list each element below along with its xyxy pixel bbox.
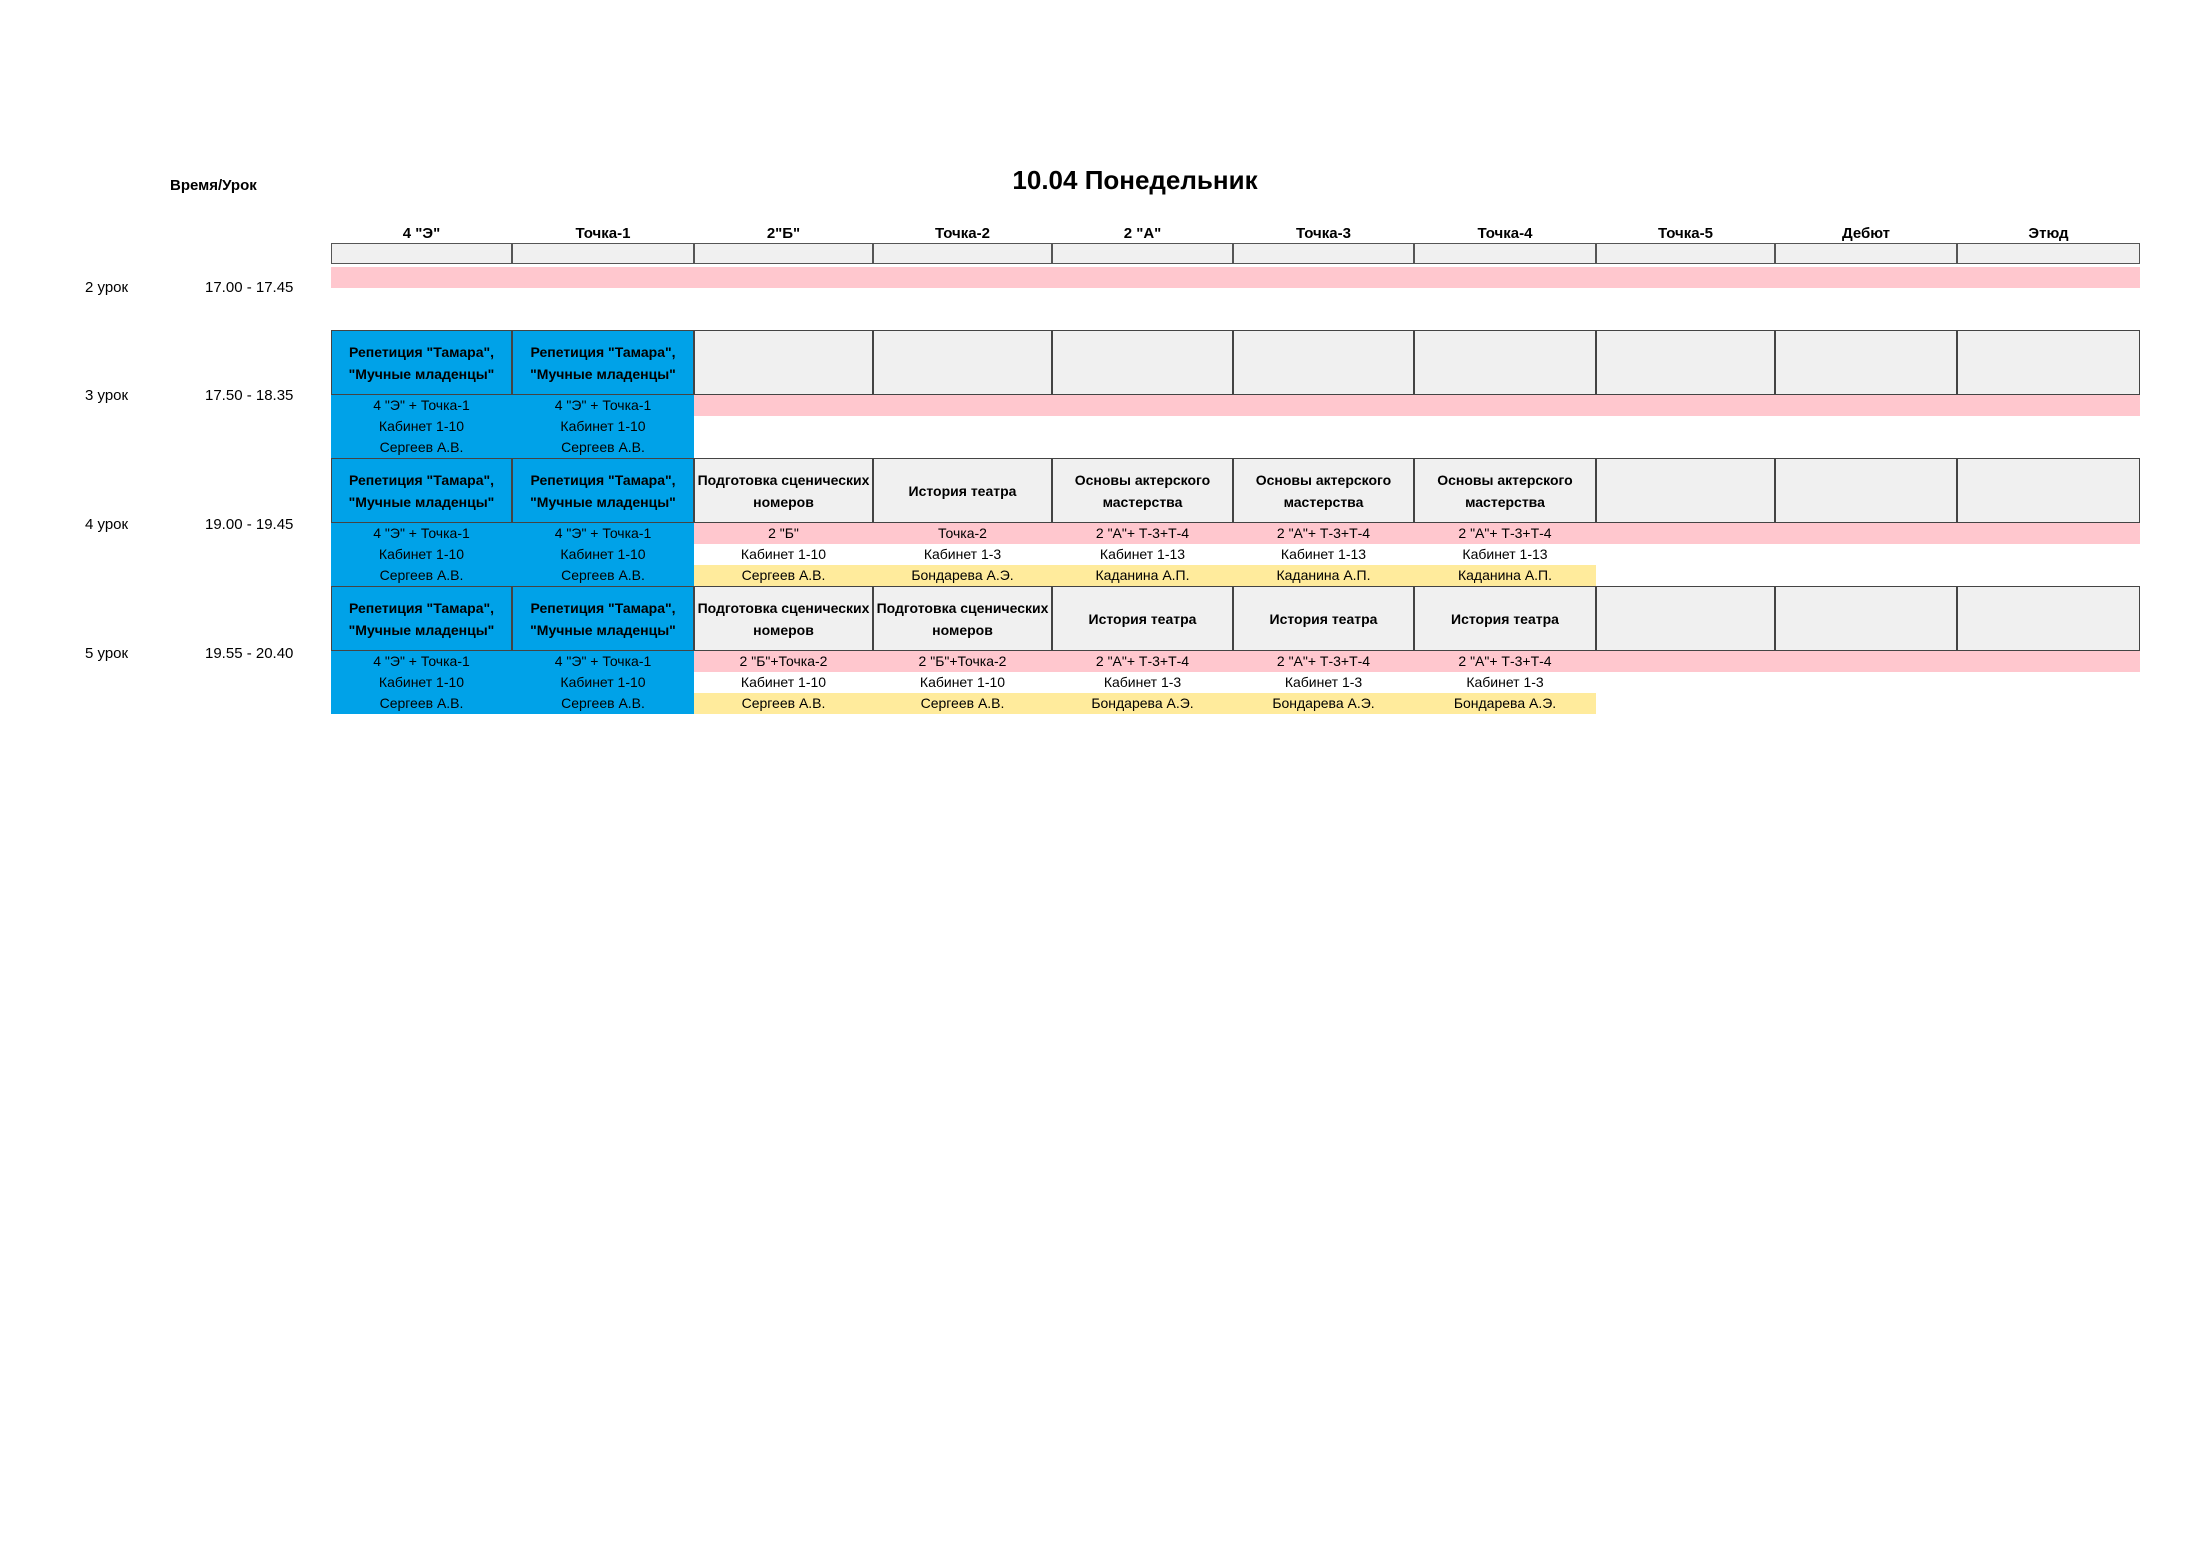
- class-info: [694, 523, 873, 586]
- lesson2-group-bar: [331, 267, 2140, 288]
- page-title: 10.04 Понедельник: [1012, 165, 1258, 195]
- subject-cell: Репетиция "Тамара", "Мучные младенцы": [331, 330, 512, 395]
- class-info: [694, 651, 873, 714]
- column-header-box: [694, 243, 873, 264]
- teacher-name: Бондарева А.Э.: [911, 567, 1014, 583]
- group-name: 4 "Э" + Точка-1: [554, 525, 652, 541]
- subject-cell: Репетиция "Тамара", "Мучные младенцы": [512, 330, 694, 395]
- teacher-name: Бондарева А.Э.: [1272, 695, 1375, 711]
- group-name: 2 "Б": [768, 525, 799, 541]
- column-header-box: [1052, 243, 1233, 264]
- lesson-time: 17.00 - 17.45: [205, 279, 294, 296]
- teacher-name: Сергеев А.В.: [920, 695, 1005, 711]
- room-name: Кабинет 1-3: [1284, 674, 1363, 690]
- subject-cell: [1233, 330, 1414, 395]
- lesson-label: 2 урок: [85, 279, 129, 296]
- group-name: 4 "Э" + Точка-1: [554, 653, 652, 669]
- column-header: 4 "Э": [402, 225, 441, 242]
- column-header-box: [1957, 243, 2140, 264]
- teacher-name: Сергеев А.В.: [379, 439, 464, 455]
- subject-cell: Репетиция "Тамара", "Мучные младенцы": [331, 586, 512, 651]
- class-info: [873, 523, 1052, 586]
- room-name: Кабинет 1-10: [560, 674, 646, 690]
- column-header-box: [1596, 243, 1775, 264]
- subject-cell: [1775, 458, 1957, 523]
- class-info: [1233, 523, 1414, 586]
- subject-cell: История театра: [873, 458, 1052, 523]
- group-name: 2 "А"+ Т-3+Т-4: [1095, 653, 1190, 669]
- teacher-name: Каданина А.П.: [1095, 567, 1190, 583]
- corner-label: Время/Урок: [170, 177, 257, 194]
- subject-cell: История театра: [1414, 586, 1596, 651]
- column-header: Точка-1: [575, 225, 631, 242]
- subject-cell: История театра: [1233, 586, 1414, 651]
- room-name: Кабинет 1-10: [560, 546, 646, 562]
- group-name: 2 "А"+ Т-3+Т-4: [1458, 653, 1552, 669]
- subject-cell: История театра: [1052, 586, 1233, 651]
- subject-cell: Репетиция "Тамара", "Мучные младенцы": [331, 458, 512, 523]
- column-header-box: [1233, 243, 1414, 264]
- class-info: [1233, 651, 1414, 714]
- lesson-label: 5 урок: [85, 645, 129, 662]
- column-header: Дебют: [1841, 225, 1891, 242]
- class-info: [331, 395, 512, 458]
- subject-cell: Репетиция "Тамара", "Мучные младенцы": [512, 458, 694, 523]
- class-info: [873, 651, 1052, 714]
- group-name: 4 "Э" + Точка-1: [373, 653, 470, 669]
- room-name: Кабинет 1-10: [378, 674, 465, 690]
- lesson-time: 17.50 - 18.35: [205, 387, 294, 404]
- subject-cell: Подготовка сценических номеров: [694, 458, 873, 523]
- room-name: Кабинет 1-10: [919, 674, 1006, 690]
- subject-cell: Подготовка сценических номеров: [694, 586, 873, 651]
- subject-cell: [1775, 330, 1957, 395]
- teacher-name: Сергеев А.В.: [379, 695, 464, 711]
- subject-cell: [1596, 586, 1775, 651]
- subject-cell: [1052, 330, 1233, 395]
- group-name: 2 "А"+ Т-3+Т-4: [1458, 525, 1552, 541]
- subject-cell: Репетиция "Тамара", "Мучные младенцы": [512, 586, 694, 651]
- subject-cell: Основы актерского мастерства: [1233, 458, 1414, 523]
- lesson-time: 19.55 - 20.40: [205, 645, 294, 662]
- subject-cell: [873, 330, 1052, 395]
- room-name: Кабинет 1-13: [1099, 546, 1186, 562]
- class-info: [1052, 651, 1233, 714]
- column-header: 2 "А": [1123, 225, 1162, 242]
- lesson-time: 19.00 - 19.45: [205, 516, 294, 533]
- class-info: [512, 395, 694, 458]
- column-header-box: [331, 243, 512, 264]
- teacher-name: Каданина А.П.: [1276, 567, 1371, 583]
- column-header: 2"Б": [766, 225, 801, 242]
- room-name: Кабинет 1-10: [378, 418, 465, 434]
- group-name: 4 "Э" + Точка-1: [554, 397, 652, 413]
- lesson-label: 3 урок: [85, 387, 129, 404]
- class-info: [331, 651, 512, 714]
- subject-cell: [1414, 330, 1596, 395]
- group-name: 2 "Б"+Точка-2: [739, 653, 828, 669]
- group-name: 2 "А"+ Т-3+Т-4: [1276, 525, 1371, 541]
- class-info: [512, 523, 694, 586]
- subject-cell: Основы актерского мастерства: [1052, 458, 1233, 523]
- subject-cell: Подготовка сценических номеров: [873, 586, 1052, 651]
- column-header-box: [512, 243, 694, 264]
- teacher-name: Бондарева А.Э.: [1091, 695, 1194, 711]
- room-name: Кабинет 1-10: [378, 546, 465, 562]
- teacher-name: Сергеев А.В.: [561, 567, 645, 583]
- subject-cell: Основы актерского мастерства: [1414, 458, 1596, 523]
- class-info: [512, 651, 694, 714]
- teacher-name: Сергеев А.В.: [379, 567, 464, 583]
- room-name: Кабинет 1-10: [740, 546, 827, 562]
- column-header: Точка-4: [1477, 225, 1533, 242]
- class-info: [1414, 651, 1596, 714]
- column-header: Точка-5: [1658, 225, 1713, 242]
- subject-cell: [1775, 586, 1957, 651]
- teacher-name: Каданина А.П.: [1457, 567, 1553, 583]
- room-name: Кабинет 1-3: [1466, 674, 1544, 690]
- column-header: Точка-3: [1296, 225, 1351, 242]
- group-name: 4 "Э" + Точка-1: [373, 525, 470, 541]
- class-info: [1052, 523, 1233, 586]
- teacher-name: Сергеев А.В.: [561, 695, 645, 711]
- group-name: 2 "А"+ Т-3+Т-4: [1276, 653, 1371, 669]
- subject-cell: [1957, 330, 2140, 395]
- teacher-name: Сергеев А.В.: [741, 567, 826, 583]
- room-name: Кабинет 1-10: [740, 674, 827, 690]
- subject-cell: [1596, 330, 1775, 395]
- column-header: Этюд: [2028, 225, 2069, 242]
- subject-cell: [1957, 586, 2140, 651]
- teacher-name: Сергеев А.В.: [561, 439, 645, 455]
- lesson-label: 4 урок: [85, 516, 129, 533]
- column-header: Точка-2: [935, 225, 990, 242]
- column-header-box: [1775, 243, 1957, 264]
- room-name: Кабинет 1-3: [1103, 674, 1182, 690]
- group-name: Точка-2: [938, 525, 987, 541]
- room-name: Кабинет 1-3: [923, 546, 1002, 562]
- room-name: Кабинет 1-10: [560, 418, 646, 434]
- group-name: 4 "Э" + Точка-1: [373, 397, 470, 413]
- group-name: 2 "А"+ Т-3+Т-4: [1095, 525, 1190, 541]
- room-name: Кабинет 1-13: [1462, 546, 1548, 562]
- column-header-box: [873, 243, 1052, 264]
- group-name: 2 "Б"+Точка-2: [918, 653, 1007, 669]
- teacher-name: Сергеев А.В.: [741, 695, 826, 711]
- subject-cell: [694, 330, 873, 395]
- class-info: [331, 523, 512, 586]
- subject-cell: [1596, 458, 1775, 523]
- teacher-name: Бондарева А.Э.: [1453, 695, 1557, 711]
- column-header-box: [1414, 243, 1596, 264]
- subject-cell: [1957, 458, 2140, 523]
- class-info: [1414, 523, 1596, 586]
- room-name: Кабинет 1-13: [1280, 546, 1367, 562]
